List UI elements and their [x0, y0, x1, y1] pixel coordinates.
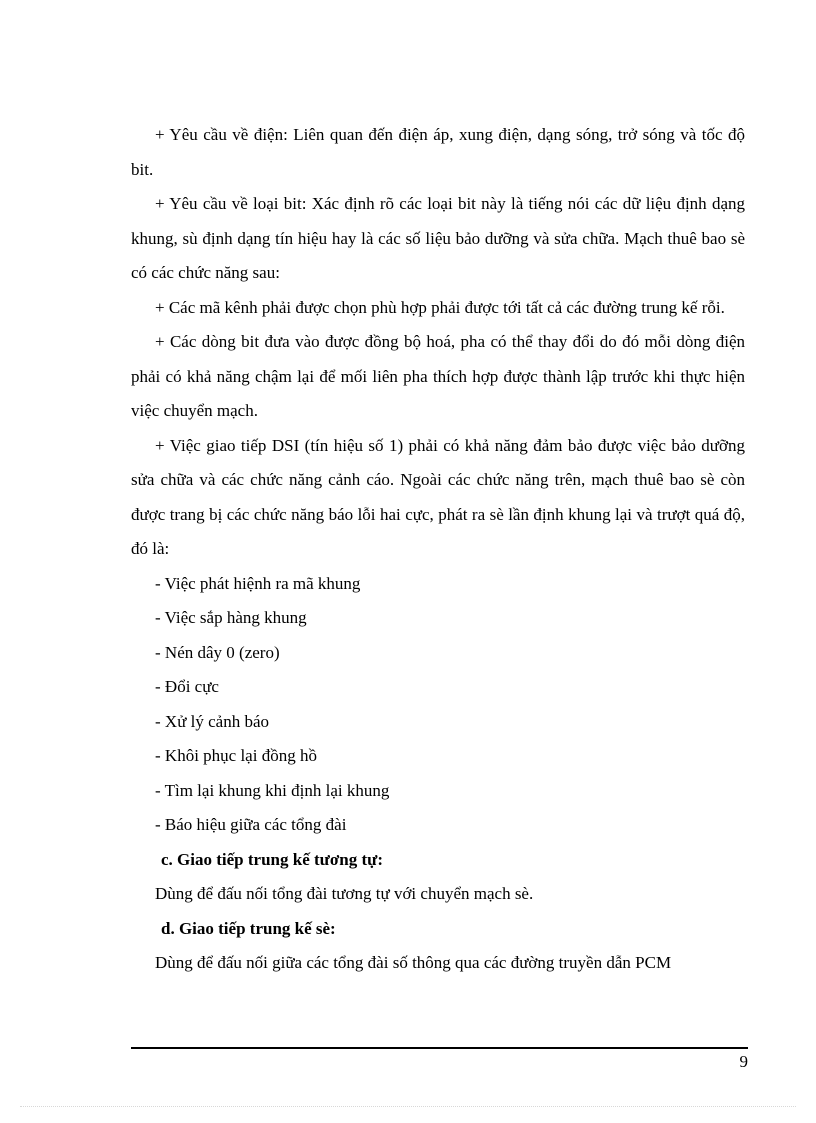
- list-item: - Báo hiệu giữa các tổng đài: [155, 815, 347, 834]
- list-item: - Đổi cực: [155, 677, 219, 696]
- page-number: 9: [739, 1052, 748, 1071]
- paragraph-bit-type-requirements: + Yêu cầu về loại bit: Xác định rõ các loại bit này là tiếng nói các dữ liệu định dạng khung, sù định dạng tín hiệu hay là các số liệu bảo dưỡng và sửa chữa. Mạch thuê bao sè có các chức năng sau:: [131, 194, 745, 282]
- list-item: - Tìm lại khung khi định lại khung: [155, 780, 390, 800]
- section-d-heading: d. Giao tiếp trung kế sè:: [161, 918, 336, 938]
- paragraph-channel-codes: + Các mã kênh phải được chọn phù hợp phải được tới tất cả các đường trung kế rỗi.: [155, 297, 725, 317]
- footer-divider: [131, 1047, 748, 1049]
- page-body: [131, 118, 745, 981]
- list-item: - Khôi phục lại đồng hồ: [155, 746, 317, 765]
- section-d-text: Dùng để đấu nối giữa các tổng đài số thông qua các đường truyền dẫn PCM: [155, 953, 672, 972]
- paragraph-bit-streams: + Các dòng bit đưa vào được đồng bộ hoá, pha có thể thay đổi do đó mỗi dòng điện phải có khả năng chậm lại để mối liên pha thích hợp được thành lập trước khi thực hiện việc chuyển mạch.: [131, 332, 745, 420]
- list-item: - Việc sắp hàng khung: [155, 608, 307, 627]
- section-c-text: Dùng để đấu nối tổng đài tương tự với chuyển mạch sè.: [155, 884, 534, 903]
- list-item: - Việc phát hiệnh ra mã khung: [155, 573, 361, 593]
- paragraph-electrical-requirements: + Yêu cầu về điện: Liên quan đến điện áp, xung điện, dạng sóng, trở sóng và tốc độ bit.: [131, 125, 745, 179]
- paragraph-dsi-interface: + Việc giao tiếp DSI (tín hiệu số 1) phải có khả năng đảm bảo được việc bảo dưỡng sửa chữa và các chức năng cảnh cáo. Ngoài các chức năng trên, mạch thuê bao sè còn được trang bị các chức năng báo lỗi hai cực, phát ra sè lần định khung lại và trượt quá độ, đó là:: [131, 435, 745, 558]
- page-bottom-border: [20, 1106, 796, 1107]
- section-c-heading: c. Giao tiếp trung kế tương tự:: [161, 849, 383, 869]
- list-item: - Xử lý cảnh báo: [155, 711, 270, 731]
- list-item: - Nén dây 0 (zero): [155, 642, 280, 662]
